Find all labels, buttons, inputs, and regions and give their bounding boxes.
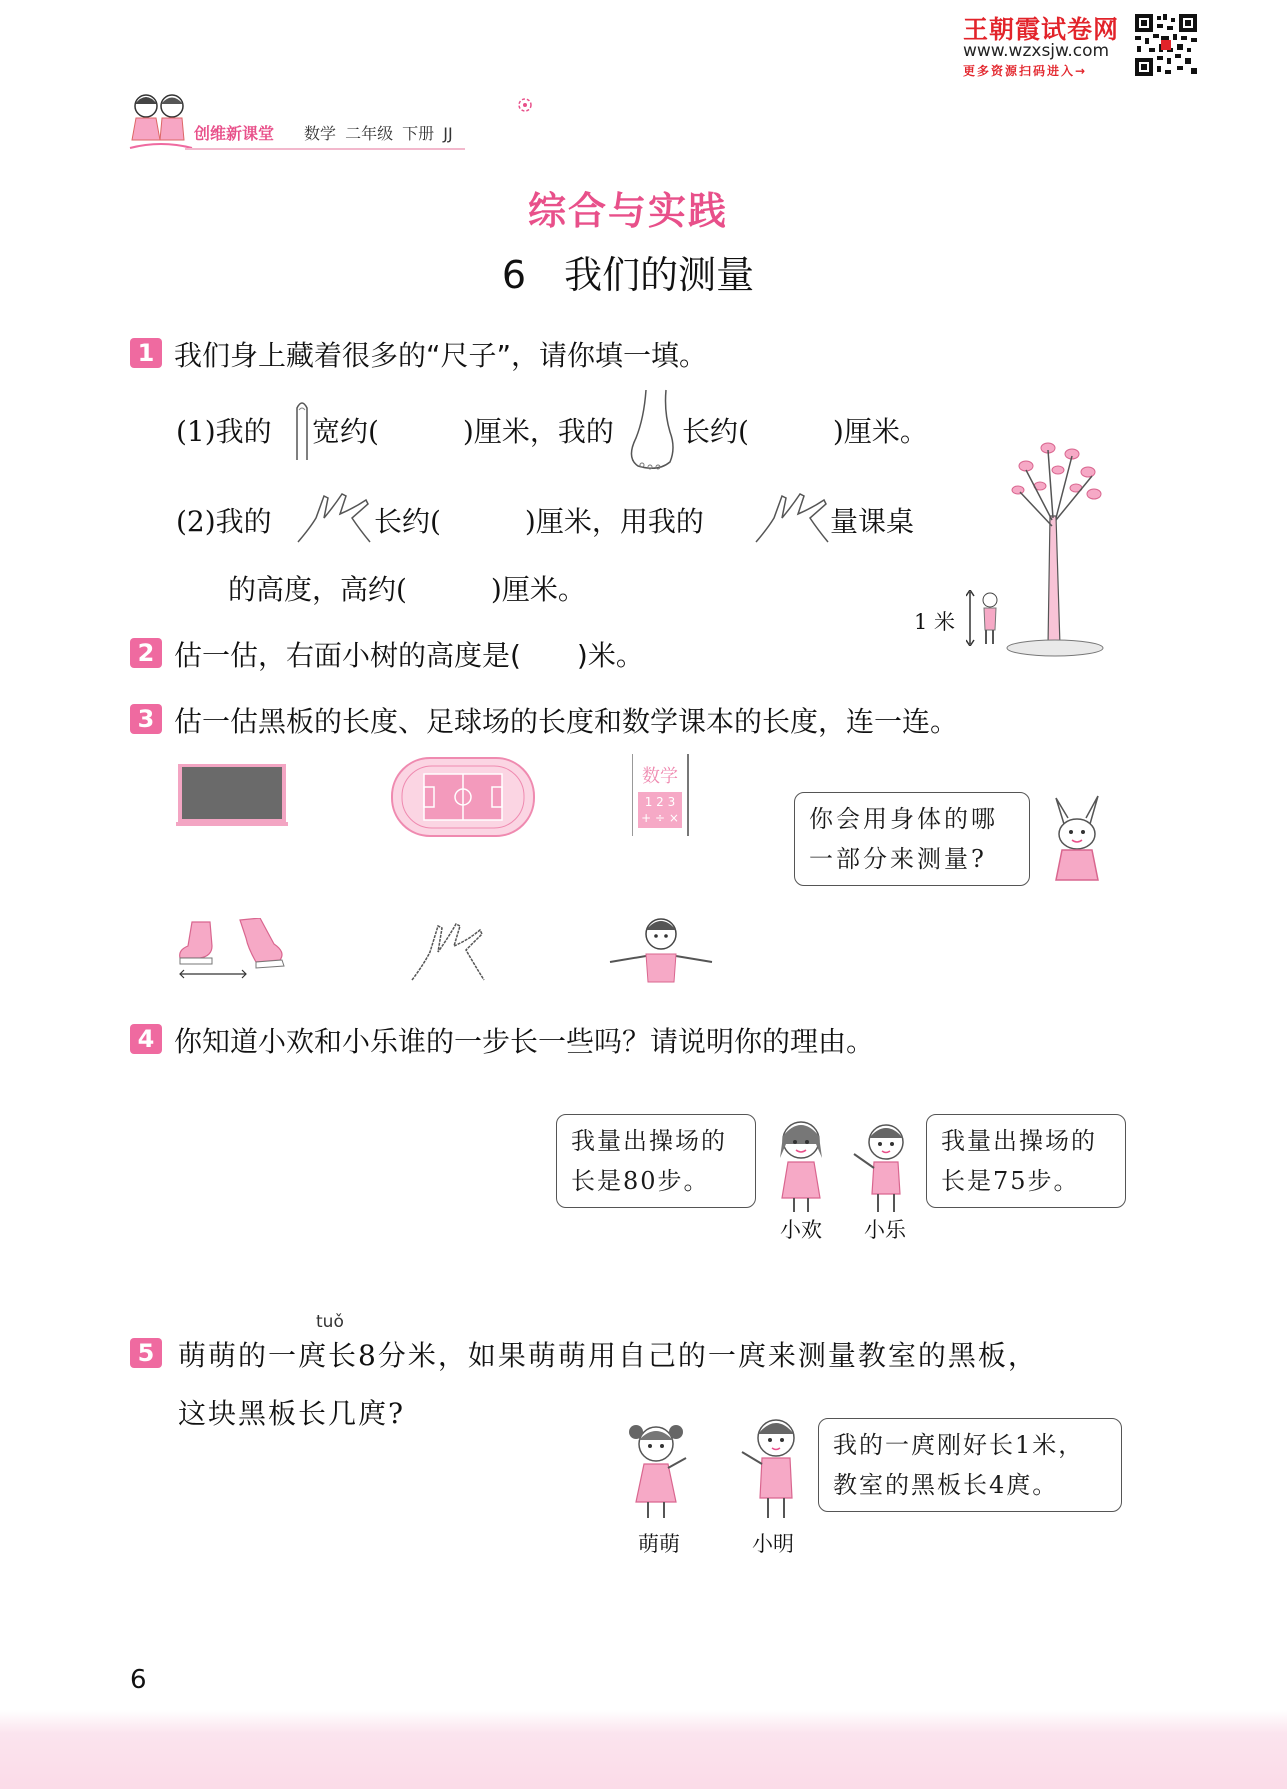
name-xiaoming: 小明 [752, 1532, 794, 1556]
q1-part1-suffix[interactable]: 长约( )厘米。 [682, 415, 928, 448]
section-title: 综合与实践 [527, 189, 728, 233]
question-number-1: 1 [130, 338, 162, 368]
q1-part2-middle[interactable]: 长约( )厘米，用我的 [374, 505, 704, 538]
page-number: 6 [130, 1665, 147, 1695]
brand-name: 王朝霞试卷网 [963, 15, 1120, 44]
hand-span-option-icon[interactable] [408, 916, 488, 986]
q4-speech-bubble-left: 我量出操场的长是80步。 [556, 1114, 756, 1208]
xiaoming-boy-character [736, 1414, 812, 1522]
finger-icon [292, 398, 312, 462]
q1-part2-prefix: (2)我的 [176, 505, 272, 538]
lesson-title: 6 我们的测量 [501, 253, 755, 297]
hand-span-icon-2 [752, 488, 832, 546]
mengmeng-girl-character [620, 1418, 692, 1522]
child-scale-figure [966, 590, 1006, 646]
question-5-line2: 这块黑板长几庹? [178, 1397, 406, 1430]
xiaole-boy-character [848, 1118, 918, 1214]
q1-part1-middle[interactable]: 宽约( )厘米，我的 [312, 415, 614, 448]
series-name: 创维新课堂 [194, 124, 275, 143]
q1-part2-line2[interactable]: 的高度，高约( )厘米。 [228, 573, 586, 606]
header-divider [185, 148, 465, 150]
textbook-operators: + ÷ × [641, 811, 679, 825]
question-5-line1: 萌萌的一庹长8分米，如果萌萌用自己的一庹来测量教室的黑板， [178, 1339, 1038, 1372]
q1-part2-suffix: 量课桌 [830, 505, 915, 538]
qr-code-icon[interactable] [1133, 12, 1199, 78]
question-2-text[interactable]: 估一估，右面小树的高度是( )米。 [174, 639, 644, 672]
pinyin-tuo: tuǒ [316, 1312, 344, 1332]
small-tree-illustration [1000, 436, 1110, 661]
football-field-illustration[interactable] [390, 756, 536, 838]
foot-icon [624, 388, 684, 470]
question-number-4: 4 [130, 1024, 162, 1054]
arm-span-child-icon[interactable] [606, 912, 716, 988]
q4-speech-bubble-right: 我量出操场的长是75步。 [926, 1114, 1126, 1208]
q1-part1-prefix: (1)我的 [176, 415, 272, 448]
question-number-5: 5 [130, 1338, 162, 1368]
question-number-3: 3 [130, 704, 162, 734]
rabbit-character [1036, 794, 1118, 886]
xiaohuan-girl-character [766, 1114, 836, 1214]
brand-more-text: 更多资源扫码进入→ [963, 64, 1088, 78]
name-xiaole: 小乐 [864, 1218, 906, 1242]
question-4-text: 你知道小欢和小乐谁的一步长一些吗？请说明你的理由。 [174, 1025, 875, 1058]
hand-span-icon [294, 488, 374, 546]
q3-speech-bubble: 你会用身体的哪一部分来测量? [794, 792, 1030, 886]
question-number-2: 2 [130, 638, 162, 668]
scale-label: 1 米 [914, 610, 956, 634]
step-feet-illustration[interactable] [176, 918, 292, 982]
flower-decoration-icon [514, 94, 536, 116]
brand-url: www.wzxsjw.com [963, 41, 1110, 61]
math-textbook-illustration[interactable] [632, 754, 689, 836]
question-3-text: 估一估黑板的长度、足球场的长度和数学课本的长度，连一连。 [174, 705, 959, 738]
name-mengmeng: 萌萌 [638, 1532, 680, 1556]
footer-band [0, 1710, 1287, 1789]
textbook-title: 数学 [642, 766, 678, 787]
q5-speech-bubble: 我的一庹刚好长1米，教室的黑板长4庹。 [818, 1418, 1122, 1512]
textbook-numbers: 1 2 3 [644, 795, 676, 809]
book-info: 数学 二年级 下册 JJ [304, 124, 453, 143]
question-1-text: 我们身上藏着很多的“尺子”，请你填一填。 [174, 339, 708, 372]
name-xiaohuan: 小欢 [780, 1218, 822, 1242]
blackboard-illustration[interactable] [176, 762, 288, 830]
kids-mascot-icon [126, 88, 196, 154]
